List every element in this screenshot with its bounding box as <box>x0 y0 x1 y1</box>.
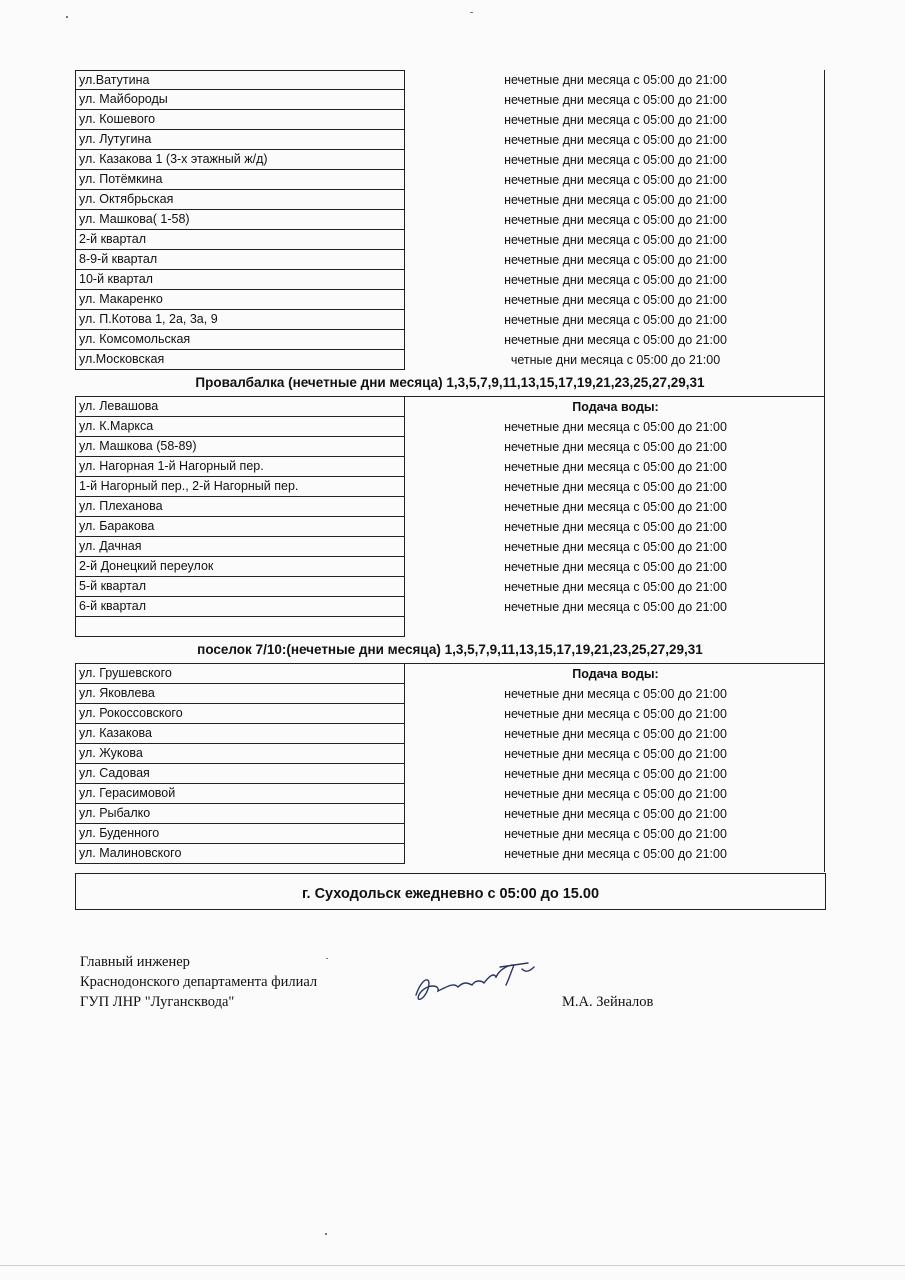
table-row <box>75 824 825 844</box>
street-cell: ул. Плеханова <box>75 497 405 517</box>
street-cell: ул. Левашова <box>75 397 405 417</box>
section-1 <box>75 70 825 370</box>
schedule-cell: нечетные дни месяца с 05:00 до 21:00 <box>504 233 727 247</box>
schedule-cell: нечетные дни месяца с 05:00 до 21:00 <box>504 153 727 167</box>
schedule-cell: нечетные дни месяца с 05:00 до 21:00 <box>504 707 727 721</box>
schedule-cell: нечетные дни месяца с 05:00 до 21:00 <box>504 213 727 227</box>
schedule-cell: Подача воды: <box>572 400 659 414</box>
schedule-cell: нечетные дни месяца с 05:00 до 21:00 <box>504 787 727 801</box>
table-row <box>75 397 825 417</box>
scan-speck <box>325 1233 327 1235</box>
schedule-cell: нечетные дни месяца с 05:00 до 21:00 <box>504 293 727 307</box>
street-cell: ул. Казакова <box>75 724 405 744</box>
schedule-cell: нечетные дни месяца с 05:00 до 21:00 <box>504 600 727 614</box>
street-cell: ул. Казакова 1 (3-х этажный ж/д) <box>75 150 405 170</box>
table-row <box>75 784 825 804</box>
table-row <box>75 310 825 330</box>
schedule-cell: нечетные дни месяца с 05:00 до 21:00 <box>504 133 727 147</box>
table-row <box>75 130 825 150</box>
schedule-cell: нечетные дни месяца с 05:00 до 21:00 <box>504 747 727 761</box>
schedule-cell: нечетные дни месяца с 05:00 до 21:00 <box>504 560 727 574</box>
street-cell: ул. Малиновского <box>75 844 405 864</box>
table-row <box>75 497 825 517</box>
schedule-cell: нечетные дни месяца с 05:00 до 21:00 <box>504 687 727 701</box>
schedule-cell: нечетные дни месяца с 05:00 до 21:00 <box>504 460 727 474</box>
schedule-cell: Подача воды: <box>572 667 659 681</box>
schedule-cell: нечетные дни месяца с 05:00 до 21:00 <box>504 420 727 434</box>
street-cell: ул. Потёмкина <box>75 170 405 190</box>
schedule-cell: нечетные дни месяца с 05:00 до 21:00 <box>504 480 727 494</box>
street-cell: ул. Буденного <box>75 824 405 844</box>
schedule-cell <box>406 617 825 637</box>
schedule-cell: нечетные дни месяца с 05:00 до 21:00 <box>504 520 727 534</box>
schedule-cell: нечетные дни месяца с 05:00 до 21:00 <box>504 580 727 594</box>
table-row <box>75 557 825 577</box>
schedule-cell: нечетные дни месяца с 05:00 до 21:00 <box>504 767 727 781</box>
street-cell: 5-й квартал <box>75 577 405 597</box>
table-row <box>75 230 825 250</box>
street-cell: ул. Дачная <box>75 537 405 557</box>
table-row <box>75 664 825 684</box>
table-row <box>75 110 825 130</box>
street-cell: ул. Грушевского <box>75 664 405 684</box>
signature-block <box>80 952 317 1012</box>
schedule-cell: нечетные дни месяца с 05:00 до 21:00 <box>504 540 727 554</box>
schedule-cell: четные дни месяца с 05:00 до 21:00 <box>510 353 721 367</box>
street-cell: 2-й Донецкий переулок <box>75 557 405 577</box>
street-cell: ул.Московская <box>75 350 405 370</box>
table-row <box>75 764 825 784</box>
table-row <box>75 577 825 597</box>
table-row <box>75 804 825 824</box>
table-row <box>75 744 825 764</box>
street-cell: ул. Садовая <box>75 764 405 784</box>
schedule-cell: нечетные дни месяца с 05:00 до 21:00 <box>504 727 727 741</box>
handwritten-signature <box>410 955 540 1010</box>
street-cell: ул. Макаренко <box>75 290 405 310</box>
street-cell: 10-й квартал <box>75 270 405 290</box>
table-row <box>75 517 825 537</box>
schedule-cell: нечетные дни месяца с 05:00 до 21:00 <box>504 93 727 107</box>
street-cell: ул. Герасимовой <box>75 784 405 804</box>
table-row <box>75 844 825 864</box>
signature-organization: ГУП ЛНР "Луганскводa" <box>80 994 235 1010</box>
street-cell: ул. К.Маркса <box>75 417 405 437</box>
schedule-cell: нечетные дни месяца с 05:00 до 21:00 <box>504 827 727 841</box>
water-schedule-table <box>75 70 825 864</box>
table-row <box>75 724 825 744</box>
scan-speck <box>66 16 68 18</box>
street-cell: 6-й квартал <box>75 597 405 617</box>
street-cell: ул. Рокоссовского <box>75 704 405 724</box>
street-cell: ул. Нагорная 1-й Нагорный пер. <box>75 457 405 477</box>
table-row <box>75 417 825 437</box>
table-row <box>75 270 825 290</box>
schedule-cell: нечетные дни месяца с 05:00 до 21:00 <box>504 193 727 207</box>
table-row <box>75 617 825 637</box>
table-row <box>75 190 825 210</box>
scan-edge-line <box>0 1265 905 1266</box>
section-3 <box>75 664 825 864</box>
street-cell: 8-9-й квартал <box>75 250 405 270</box>
street-cell: ул.Ватутина <box>75 70 405 90</box>
table-row <box>75 477 825 497</box>
schedule-cell: нечетные дни месяца с 05:00 до 21:00 <box>504 253 727 267</box>
street-cell: 2-й квартал <box>75 230 405 250</box>
street-cell: ул. Машкова( 1-58) <box>75 210 405 230</box>
schedule-cell: нечетные дни месяца с 05:00 до 21:00 <box>504 113 727 127</box>
schedule-cell: нечетные дни месяца с 05:00 до 21:00 <box>504 313 727 327</box>
street-cell: ул. Яковлева <box>75 684 405 704</box>
street-cell: ул. Машкова (58-89) <box>75 437 405 457</box>
street-cell: ул. Комсомольская <box>75 330 405 350</box>
table-row <box>75 170 825 190</box>
street-cell: ул. Лутугина <box>75 130 405 150</box>
table-row <box>75 90 825 110</box>
table-row <box>75 457 825 477</box>
table-row <box>75 250 825 270</box>
scan-speck <box>470 12 473 13</box>
table-row <box>75 537 825 557</box>
table-row <box>75 350 825 370</box>
table-row <box>75 70 825 90</box>
schedule-cell: нечетные дни месяца с 05:00 до 21:00 <box>504 273 727 287</box>
scan-speck <box>326 958 328 959</box>
street-cell: ул. Кошевого <box>75 110 405 130</box>
schedule-cell: нечетные дни месяца с 05:00 до 21:00 <box>504 73 727 87</box>
table-row <box>75 597 825 617</box>
schedule-cell: нечетные дни месяца с 05:00 до 21:00 <box>504 807 727 821</box>
schedule-cell: нечетные дни месяца с 05:00 до 21:00 <box>504 333 727 347</box>
table-row <box>75 210 825 230</box>
schedule-cell: нечетные дни месяца с 05:00 до 21:00 <box>504 173 727 187</box>
street-cell: ул. Майбороды <box>75 90 405 110</box>
street-cell: ул. П.Котова 1, 2а, 3а, 9 <box>75 310 405 330</box>
table-row <box>75 290 825 310</box>
signature-department: Краснодонского департамента филиал <box>80 974 318 990</box>
table-row <box>75 684 825 704</box>
signatory-name: М.А. Зейналов <box>562 994 654 1010</box>
table-row <box>75 330 825 350</box>
section-header-poselok-7-10: поселок 7/10:(нечетные дни месяца) 1,3,5,7,9,11,13,15,17,19,21,23,25,27,29,31 <box>75 637 825 664</box>
schedule-cell: нечетные дни месяца с 05:00 до 21:00 <box>504 500 727 514</box>
table-row <box>75 704 825 724</box>
table-row <box>75 150 825 170</box>
signature-title: Главный инженер <box>80 954 190 970</box>
section-2 <box>75 397 825 637</box>
street-cell: ул. Рыбалко <box>75 804 405 824</box>
schedule-cell: нечетные дни месяца с 05:00 до 21:00 <box>504 847 727 861</box>
street-cell <box>75 617 405 637</box>
street-cell: ул. Октябрьская <box>75 190 405 210</box>
street-cell: ул. Жукова <box>75 744 405 764</box>
table-row <box>75 437 825 457</box>
section-header-provalbalka: Провалбалка (нечетные дни месяца) 1,3,5,7,9,11,13,15,17,19,21,23,25,27,29,31 <box>75 370 825 397</box>
footer-sukhodolsk: г. Суходольск ежедневно с 05:00 до 15.00 <box>75 873 826 910</box>
schedule-cell: нечетные дни месяца с 05:00 до 21:00 <box>504 440 727 454</box>
street-cell: 1-й Нагорный пер., 2-й Нагорный пер. <box>75 477 405 497</box>
street-cell: ул. Баракова <box>75 517 405 537</box>
